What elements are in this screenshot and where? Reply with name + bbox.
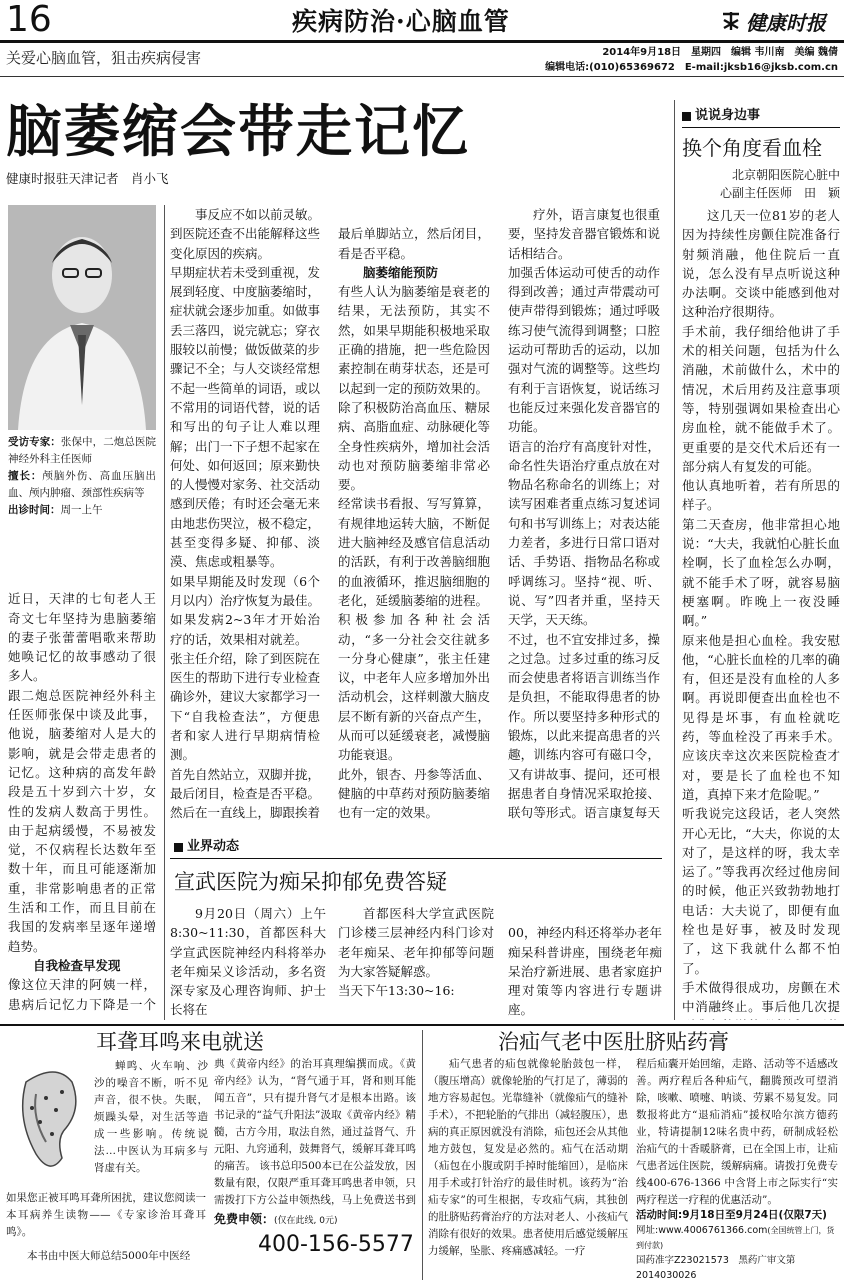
article-col1-text2: 像这位天津的阿姨一样，患病后记忆力下降是一个: [8, 977, 156, 1012]
ad-left-col1: 蝉鸣、火车响、沙沙的噪音不断，听不见声音，很不快。失眠，烦躁头晕，对生活等造成一些影响。传统说法…中医认为耳病多与肾虚有关。: [94, 1060, 208, 1174]
subhead-prevention: 脑萎缩能预防: [363, 264, 439, 280]
news-tag: [174, 838, 239, 856]
square-bullet-icon: [682, 112, 691, 121]
ads-divider: [422, 1030, 423, 1280]
masthead-thin-rule: [0, 76, 844, 77]
logo-text: 健康时报: [746, 10, 826, 35]
license-2: 黑药广审文第2014030026: [636, 1255, 796, 1281]
section-title: 疾病防治·心脑血管: [292, 7, 510, 36]
website-label: 网址:: [636, 1225, 659, 1236]
col-divider-a: [164, 205, 165, 1020]
subhead-self-check: 自我检查早发现: [33, 957, 121, 973]
main-headline: 脑萎缩会带走记忆: [6, 99, 470, 165]
ads-rule: [0, 1024, 844, 1026]
news-tag-rule: [170, 858, 662, 859]
ad-right-col2: 程后疝囊开始回缩，走路、活动等不适感改善。两疗程后各种疝气，翻腾预改可望消除，咳嗽、喷嚏、呐谈、劳累不易复发。同数报将此方“退疝消疝”援权哈尔滨方德药业，特请提制12味名贵中药，研制成轻松治疝气的十香暖脐膏，已在全国上市，让疝气患者远住医院，缓解病痛。请拨打免费专线400-676-1366 中含肾上市之际实行“实两疗程送一疗程的优惠活动”。: [636, 1058, 838, 1206]
news-col2: 首都医科大学宣武医院门诊楼三层神经内科门诊对老年痴呆、老年抑郁等问题为大家答疑解惑。 当天下午13:30~16:: [338, 906, 494, 999]
news-col3: [508, 904, 662, 1020]
doctor-portrait-icon: [8, 205, 156, 430]
ad-right-title: 治疝气老中医肚脐贴药膏: [498, 1030, 729, 1054]
website-link[interactable]: www.4006761366.com: [658, 1225, 768, 1236]
ad-left-title: 耳聋耳鸣来电就送: [96, 1030, 264, 1054]
expert-info: [8, 434, 156, 519]
ad-left-caption: 如果您正被耳鸣耳聋所困扰，建议您阅读一本耳病养生读物——《专家诊治耳聋耳鸣》。: [6, 1192, 206, 1238]
license-1: 国药准字Z23021573: [636, 1255, 729, 1266]
article-col3: [338, 205, 490, 820]
specialty-label: 擅长：: [8, 470, 43, 482]
slogan: 关爱心脑血管，狙击疾病侵害: [6, 49, 202, 67]
ear-icon: [6, 1058, 90, 1180]
clinic-time: 周一上午: [60, 504, 103, 516]
column-author-line2: 心副主任医师 田 颖: [719, 186, 840, 200]
ad-right-footer: [636, 1208, 838, 1282]
article-col2: 事反应不如以前灵敏。到医院还查不出能解释这些变化原因的疾病。 早期症状若未受到重视，发展到轻度、中度脑萎缩时，症状就会逐步加重。如做事丢三落四，说完就忘；穿衣服较以前慢；做饭做菜的步骤记不全；与人交谈经常想不起一些简单的词语，或以不常用的词语代替，说的话和写出的句子让人难以理解；出门一下子想不起家在何处、如何返回；原来勤快的人慢慢对家务、社交活动感到厌倦；有时还会毫无来由地悲伤哭泣，极不稳定，甚至变得多疑、抑郁、淡漠、焦虑或粗暴等。 如果早期能及时发现（6个月以内）治疗恢复为最佳。如果发病2~3年才开始治疗的话，效果相对就差。 张主任介绍，除了到医院在医生的帮助下进行专业检查确诊外，建议大家都学习一下“自我检查法”，方便患者和家人进行早期病情检测。 首先自然站立，双脚并拢，最后闭目，检查是否平稳。然后在一直线上，脚跟挨着: [170, 207, 320, 820]
article-col3-text2: 有些人认为脑萎缩是衰老的结果，无法预防，其实不然，如果早期能积极地采取正确的措施，把一些危险因素控制在萌芽状态，还是可以起到一定的预防效果的。 除了积极防治高血压、糖尿病、高脂血症、动脉硬化等全身性疾病外，增加社会活动也对预防脑萎缩非常必要。 经常读书看报、写写算算，有规律地运转大脑，不断促进大脑神经及感官信息活动的活跃，有利于改善脑细胞的血液循环，推迟脑细胞的老化，延缓脑萎缩的进程。 积极参加各种社会活动，“多一分社会交往就多一分身心健康”，张主任建议，中老年人应多增加外出活动机会，这样刺激大脑皮层不断有新的兴奋点产生，从而可以延缓衰老，减慢脑功能衰退。 此外，银杏、丹参等活血、健脑的中草药对预防脑萎缩也有一定的效果。: [338, 284, 490, 820]
news-headline: 宣武医院为痴呆抑郁免费答疑: [174, 870, 447, 894]
date-line: 2014年9月18日 星期四 编辑 韦川南 美编 魏倩: [602, 47, 838, 58]
expert-photo: [8, 205, 156, 430]
expert-name-label: 受访专家：: [8, 436, 61, 448]
logo: [720, 6, 838, 36]
expert-title: 二炮总医院神经外科主任医师: [8, 436, 157, 465]
masthead-rule: [0, 40, 844, 43]
ear-illustration: [6, 1058, 90, 1180]
article-col1-text: 近日，天津的七旬老人王奇文七年坚持为患脑萎缩的妻子张蕾蕾唱歌来帮助她唤记忆的故事感动了很多人。 跟二炮总医院神经外科主任医师张保中谈及此事，他说，脑萎缩对人是大的影响，就是会带走患者的记忆。这种病的高发年龄段是五十岁到六十岁，女性的发病人数高于男性。由于起病缓慢，不易被发觉，不仅病程长达数年至数十年，而且可能逐渐加重，非常影响患者的正常生活和工作，而且目前在我国的发病率呈逐年递增趋势。: [8, 591, 156, 954]
hotline-note: (仅在此线, 0元): [274, 1216, 338, 1226]
column-divider: [674, 100, 675, 1020]
hotline-number[interactable]: 400-156-5577: [258, 1232, 414, 1257]
expert-name: 张保中，: [60, 436, 104, 448]
hotline-label: 免费申领：: [214, 1212, 275, 1226]
page-number: 16: [6, 0, 52, 40]
ad-right-col1: 疝气患者的疝包就像轮胎鼓包一样，（腹压增高）就像轮胎的气打足了，薄弱的地方容易起包。光靠缝补（就像疝气的缝补手术），不把轮胎的气排出（减轻腹压），患病的真正原因就没有消除，疝包还会从其他地方鼓包，复发是必然的。疝气在活动期（疝包在小腹或阴手掉时能缩回），是临床用手术或打针治疗的最佳时机。该药为“治疝专家”的可生根据，专攻疝气病，其独创的肚脐贴药膏治疗的方法对老人、小孩疝气消除有很好的效果。患者使用后感觉缓解压力缓解，坠胀、疼痛感减轻。一疗: [428, 1058, 628, 1257]
column-body: 这几天一位81岁的老人因为持续性房颤住院准备行射频消融，他住院后一直说，怎么没有早点听说这种办法啊。交谈中能感到他对这种治疗很期待。 手术前，我仔细给他讲了手术的相关问题，包括为什么消融，术前做什么，术中的情况，术后用药及注意事项等，特别强调如果检查出心房血栓，就不能做手术了。更重要的是交代术后还有一部分病人有复发的可能。 他认真地听着，若有所思的样子。 第二天查房，他非常担心地说：“大夫，我就怕心脏长血栓啊，长了血栓怎么办啊，就不能手术了呀，就容易脑梗塞啊。昨晚上一夜没睡啊。” 原来他是担心血栓。我安慰他，“心脏长血栓的几率的确有，但还是没有血栓的人多啊。再说即便查出血栓也不见得是坏事，有血栓就吃药，等血栓没了再来手术。应该庆幸这次来医院检查才对，要是长了血栓也不知道，真掉下来才危险呢。” 听我说完这段话，老人突然开心无比，“大夫，你说的太对了，是这样的呀，我太幸运了。”等我再次经过他房间的时候，他正兴致勃勃地打电话：大夫说了，即便有血栓也是好事，被及时发现了，这下我就什么都不怕了。 手术做得很成功，房颤在术中消融终止。事后他几次提: [682, 208, 840, 1015]
news-col3-text: 00，神经内科还将举办老年痴呆科普讲座，围绕老年痴呆治疗新进展、患者家庭护理对策等内容进行专题讲座。: [508, 925, 662, 1018]
clinic-label: 出诊时间：: [8, 504, 61, 516]
column-author: [682, 166, 840, 202]
column-author-line1: 北京朝阳医院心脏中: [731, 168, 840, 182]
article-col4: 疗外，语言康复也很重要，坚持发音器官锻炼和说话相结合。 加强舌体运动可使舌的动作得到改善；通过声带震动可使声带得到锻炼；通过呼吸练习使气流得到调整；口腔运动可帮助舌的运动，以加强对气流的调整等。这些均有利于言语恢复，说话练习也能反过来强化发音器官的功能。 语言的治疗有高度针对性，命名性失语治疗重点放在对物品名称命名的训练上；对读写困难者重点练习复述词句和书写训练上；对表达能力差者，多进行日常口语对话、手势语、指物品名称或呼调练习。坚持“视、听、说、写”四者并重，坚持天天学，天天练。 不过，也不宜安排过多，操之过急。过多过重的练习反而会使患者将语言训练当作是负担，不能取得患者的协作。所以要坚持多种形式的锻炼，以此来提高患者的兴趣，训练内容可有磁口令，又有讲故事、提问，还可根据患者自身情况采取抢接、联句等形式。语言康复每天: [508, 207, 660, 820]
ad-left-col1-tail: 本书由中医大师总结5000年中医经: [27, 1250, 191, 1262]
column-tag-rule: [682, 127, 840, 128]
website-note: (全国统管上门，货到付款): [636, 1226, 835, 1250]
column-tag-label: 说说身边事: [695, 108, 761, 123]
article-col1: [8, 570, 156, 1014]
column-title: 换个角度看血栓: [682, 136, 822, 160]
contact-line: 编辑电话:(010)65369672 E-mail:jksb16@jksb.com.cn: [545, 62, 838, 73]
column-tag: [682, 107, 760, 125]
ad-left-col2: 典《黄帝内经》的治耳真理编撰而成。《黄帝内经》认为，“肾气通于耳，肾和则耳能闻五音”，只有提升肾气才是根本出路。该书记录的“益气升阳法”汲取《黄帝内经》精髓，古方今用，取法自然，通过益肾气、升元阳、九窍通利，鼓舞肾气，缓解耳聋耳鸣的痛苦。 该书总印500本已在公益发放，因数量有限，仅限严重耳聋耳鸣患者申领，只需拨打下方公益申领热线，马上免费送书到: [214, 1058, 416, 1206]
logo-mark-icon: [720, 10, 742, 32]
hotline-box: [214, 1210, 416, 1274]
square-bullet-icon: [174, 843, 183, 852]
news-col1: 9月20日（周六）上午8:30~11:30，首都医科大学宣武医院神经内科将举办老年痴呆义诊活动，多名资深专家及心理咨询师、护士长将在: [170, 906, 326, 1018]
specialty: 颅脑外伤、高血压脑出血、颅内肿瘤、颈部性疾病等: [8, 470, 156, 499]
activity-time: 活动时间:9月18日至9月24日(仅限7天): [636, 1209, 827, 1221]
news-tag-label: 业界动态: [187, 839, 240, 854]
byline: 健康时报驻天津记者 肖小飞: [6, 171, 169, 186]
article-col3-text: 最后单脚站立，然后闭目，看是否平稳。: [338, 226, 490, 261]
